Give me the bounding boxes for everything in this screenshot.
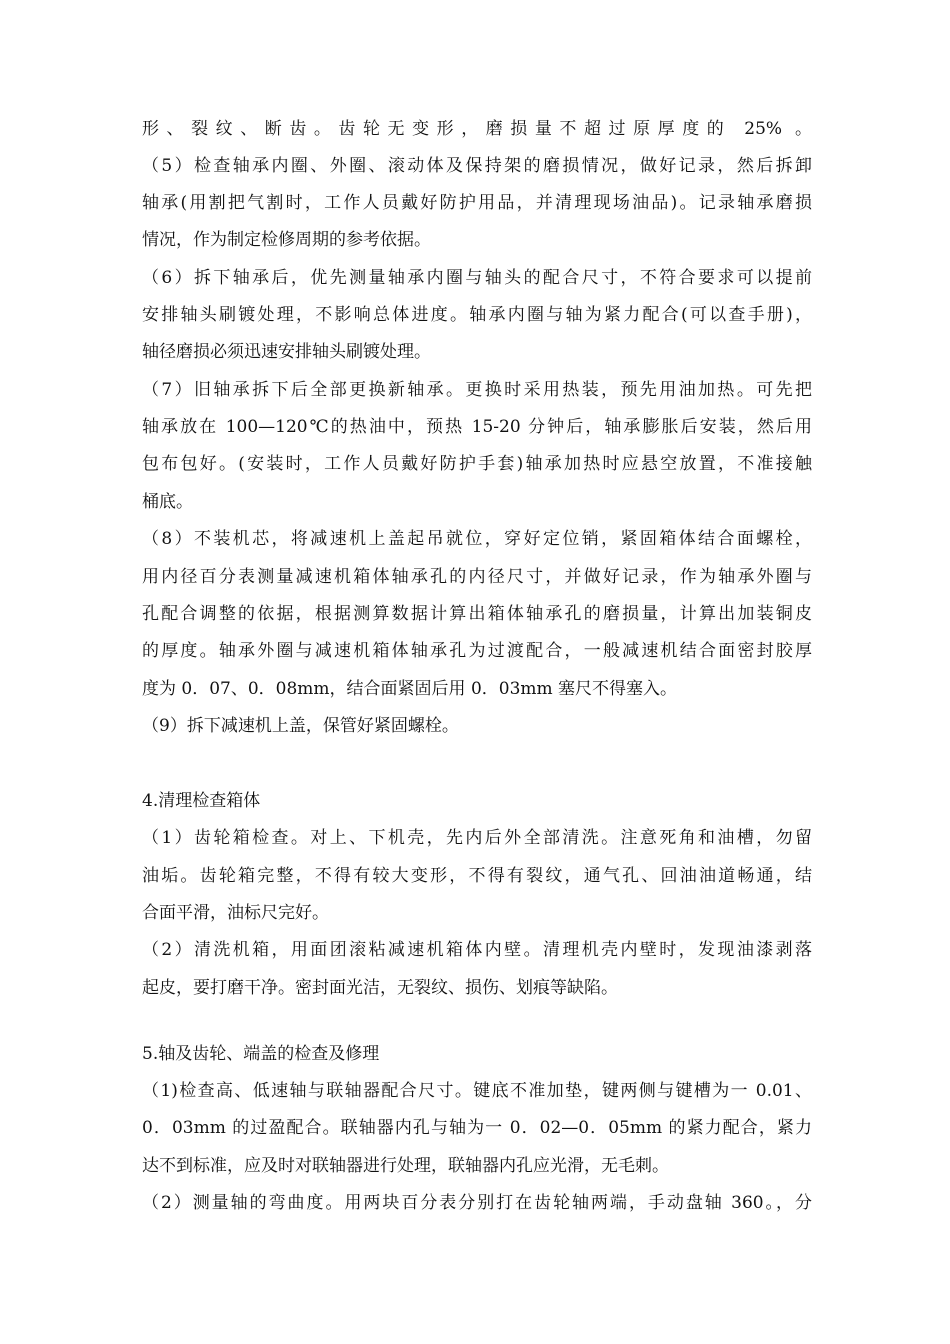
text-line: 合面平滑，油标尺完好。 — [142, 903, 329, 923]
text-line: 用内径百分表测量减速机箱体轴承孔的内径尺寸，并做好记录，作为轴承外圈与 — [142, 567, 812, 587]
text-line: （9）拆下减速机上盖，保管好紧固螺栓。 — [142, 716, 459, 736]
text-line: （1）齿轮箱检查。对上、下机壳，先内后外全部清洗。注意死角和油槽，勿留 — [142, 828, 812, 848]
text-line: 达不到标准，应及时对联轴器进行处理，联轴器内孔应光滑，无毛刺。 — [142, 1156, 669, 1176]
text-line: 度为 0．07、0．08mm，结合面紧固后用 0．03mm 塞尺不得塞入。 — [142, 679, 678, 699]
text-line: 轴径磨损必须迅速安排轴头刷镀处理。 — [142, 342, 431, 362]
text-line: 轴承放在 100—120℃的热油中，预热 15-20 分钟后，轴承膨胀后安装，然后用 — [142, 417, 812, 437]
text-line: 轴承(用割把气割时，工作人员戴好防护用品，并清理现场油品)。记录轴承磨损 — [142, 193, 812, 213]
text-line: （7）旧轴承拆下后全部更换新轴承。更换时采用热装，预先用油加热。可先把 — [142, 380, 812, 400]
text-line: （1)检查高、低速轴与联轴器配合尺寸。键底不准加垫，键两侧与键槽为一 0.01、 — [142, 1081, 812, 1101]
section-heading: 4.清理检查箱体 — [142, 791, 261, 811]
text-line: （5）检查轴承内圈、外圈、滚动体及保持架的磨损情况，做好记录，然后拆卸 — [142, 156, 812, 176]
text-line: （6）拆下轴承后，优先测量轴承内圈与轴头的配合尺寸，不符合要求可以提前 — [142, 268, 812, 288]
text-line: 包布包好。(安装时，工作人员戴好防护手套)轴承加热时应悬空放置，不准接触 — [142, 454, 812, 474]
section-heading: 5.轴及齿轮、端盖的检查及修理 — [142, 1044, 380, 1064]
text-line: 0．03mm 的过盈配合。联轴器内孔与轴为一 0．02—0．05mm 的紧力配合，紧力 — [142, 1118, 812, 1138]
text-line: （8）不装机芯，将减速机上盖起吊就位，穿好定位销，紧固箱体结合面螺栓， — [142, 529, 812, 549]
text-line: 起皮，要打磨干净。密封面光洁，无裂纹、损伤、划痕等缺陷。 — [142, 978, 618, 998]
text-line: （2）测量轴的弯曲度。用两块百分表分别打在齿轮轴两端，手动盘轴 360。，分 — [142, 1193, 812, 1213]
text-line: 桶底。 — [142, 492, 193, 512]
text-line: 安排轴头刷镀处理，不影响总体进度。轴承内圈与轴为紧力配合(可以查手册)， — [142, 305, 812, 325]
text-line: 孔配合调整的依据，根据测算数据计算出箱体轴承孔的磨损量，计算出加装铜皮 — [142, 604, 812, 624]
text-line: 的厚度。轴承外圈与减速机箱体轴承孔为过渡配合，一般减速机结合面密封胶厚 — [142, 641, 812, 661]
text-line: 油垢。齿轮箱完整，不得有较大变形，不得有裂纹，通气孔、回油油道畅通，结 — [142, 866, 812, 886]
text-line: （2）清洗机箱，用面团滚粘减速机箱体内壁。清理机壳内壁时，发现油漆剥落 — [142, 940, 812, 960]
text-line: 形、裂纹、断齿。齿轮无变形，磨损量不超过原厚度的 25% 。 — [142, 119, 812, 139]
text-line: 情况，作为制定检修周期的参考依据。 — [142, 230, 431, 250]
